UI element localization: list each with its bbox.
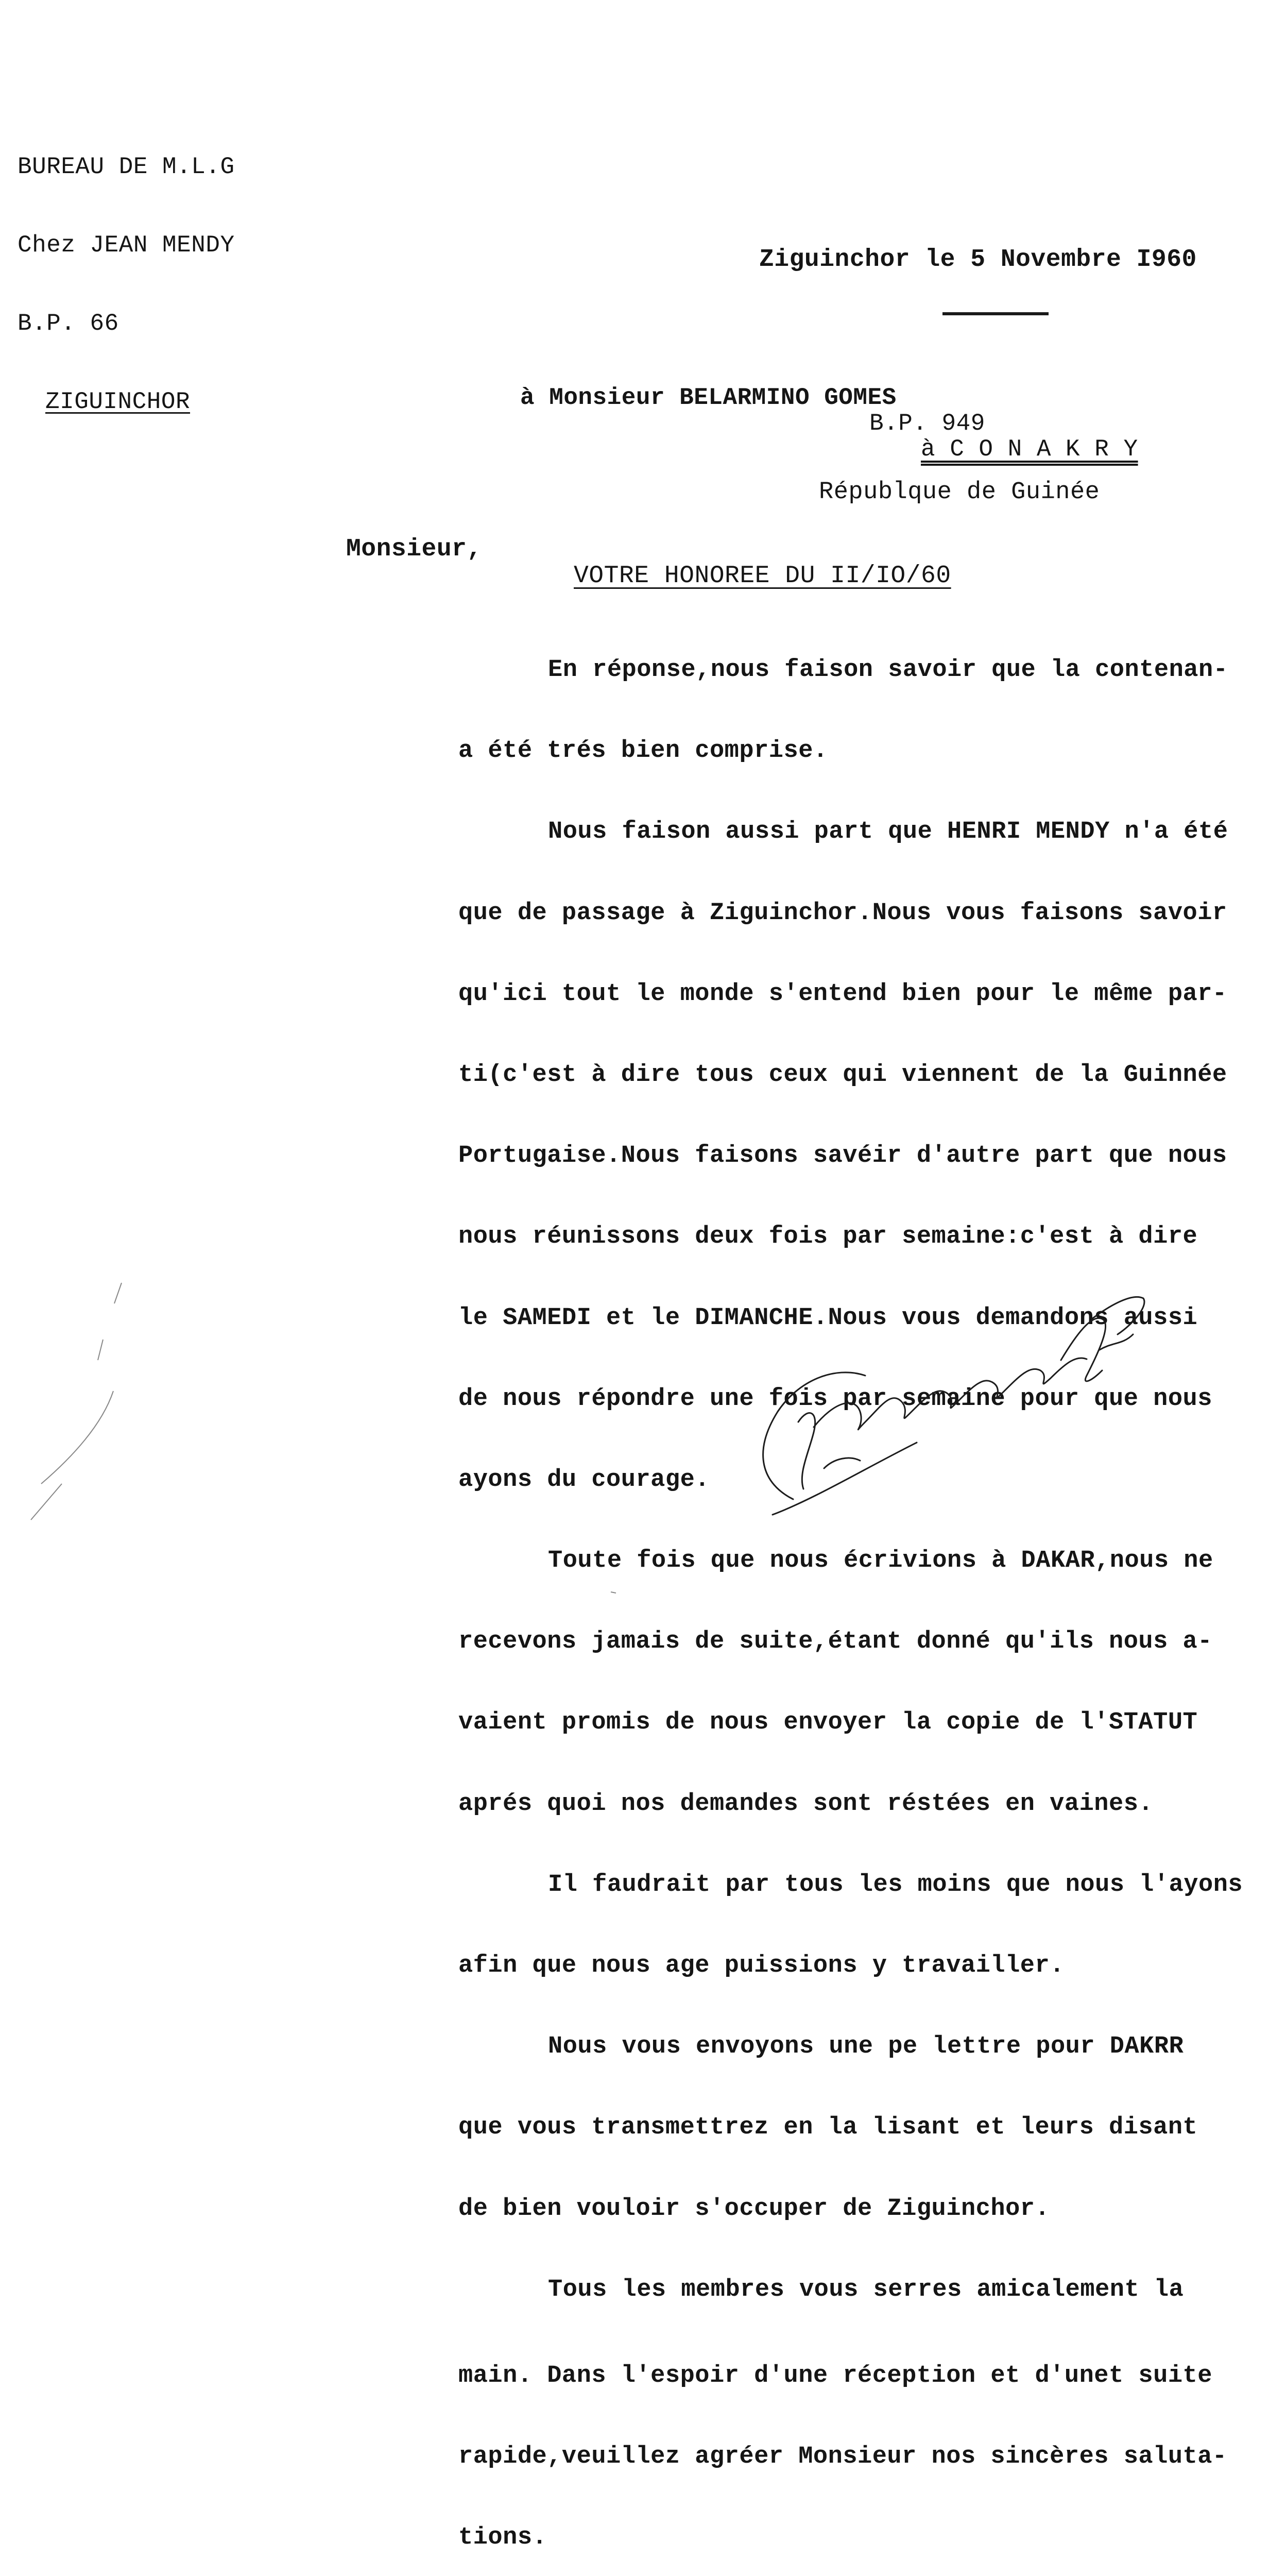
- sender-line-2: Chez JEAN MENDY: [18, 232, 235, 259]
- body-line: a été trés bien comprise.: [458, 737, 828, 765]
- sender-line-4: [18, 389, 235, 414]
- letter-subject: VOTRE HONOREE DU II/IO/60: [574, 562, 951, 590]
- body-line: ti(c'est à dire tous ceux qui viennent de la Guinnée: [458, 1061, 1227, 1089]
- recipient-box: B.P. 949: [869, 410, 985, 437]
- body-line: Tous les membres vous serres amicalement la: [548, 2276, 1184, 2303]
- body-line: que de passage à Ziguinchor.Nous vous faisons savoir: [458, 899, 1227, 927]
- body-line: Nous faison aussi part que HENRI MENDY n'a été: [548, 818, 1228, 846]
- body-line: afin que nous age puissions y travailler.: [458, 1952, 1065, 1979]
- body-line: En réponse,nous faison savoir que la contenan-: [548, 656, 1228, 684]
- body-line: Toute fois que nous écrivions à DAKAR,nous ne: [548, 1547, 1213, 1575]
- body-line: vaient promis de nous envoyer la copie de l'STATUT: [458, 1709, 1198, 1737]
- body-line: le SAMEDI et le DIMANCHE.Nous vous demandons aussi: [458, 1304, 1198, 1332]
- recipient-country: Républque de Guinée: [819, 479, 1100, 506]
- handwritten-signature: [731, 1257, 1154, 1525]
- recipient-name: à Monsieur BELARMINO GOMES: [520, 384, 897, 411]
- letter-date: Ziguinchor le 5 Novembre I960: [759, 246, 1197, 274]
- body-line: main. Dans l'espoir d'une réception et d'unet suite: [458, 2362, 1212, 2389]
- body-line: qu'ici tout le monde s'entend bien pour le même par-: [458, 980, 1227, 1008]
- sender-city: ZIGUINCHOR: [45, 388, 191, 415]
- sender-address: [18, 101, 235, 468]
- sender-line-3: B.P. 66: [18, 310, 119, 337]
- body-line: recevons jamais de suite,étant donné qu'ils nous a-: [458, 1628, 1212, 1656]
- salutation: Monsieur,: [346, 535, 482, 563]
- body-line: ayons du courage.: [458, 1466, 710, 1494]
- date-separator: [942, 312, 1049, 315]
- body-line: que vous transmettrez en la lisant et leurs disant: [458, 2114, 1198, 2142]
- body-line: de bien vouloir s'occuper de Ziguinchor.: [458, 2195, 1050, 2223]
- body-line: Nous vous envoyons une pe lettre pour DAKRR: [548, 2033, 1184, 2061]
- body-line: rapide,veuillez agréer Monsieur nos sincères saluta-: [458, 2443, 1227, 2471]
- recipient-city: à C O N A K R Y: [921, 436, 1138, 463]
- body-line: aprés quoi nos demandes sont réstées en vaines.: [458, 1790, 1154, 1818]
- sender-line-1: BUREAU DE M.L.G: [18, 154, 235, 180]
- body-line: nous réunissons deux fois par semaine:c'est à dire: [458, 1223, 1198, 1251]
- body-line: Il faudrait par tous les moins que nous l'ayons: [548, 1871, 1243, 1899]
- body-line: tions.: [458, 2524, 547, 2552]
- letter-body: [458, 603, 1243, 2576]
- body-line: Portugaise.Nous faisons savéir d'autre part que nous: [458, 1142, 1227, 1170]
- body-line: de nous répondre une fois par semaine pour que nous: [458, 1385, 1212, 1413]
